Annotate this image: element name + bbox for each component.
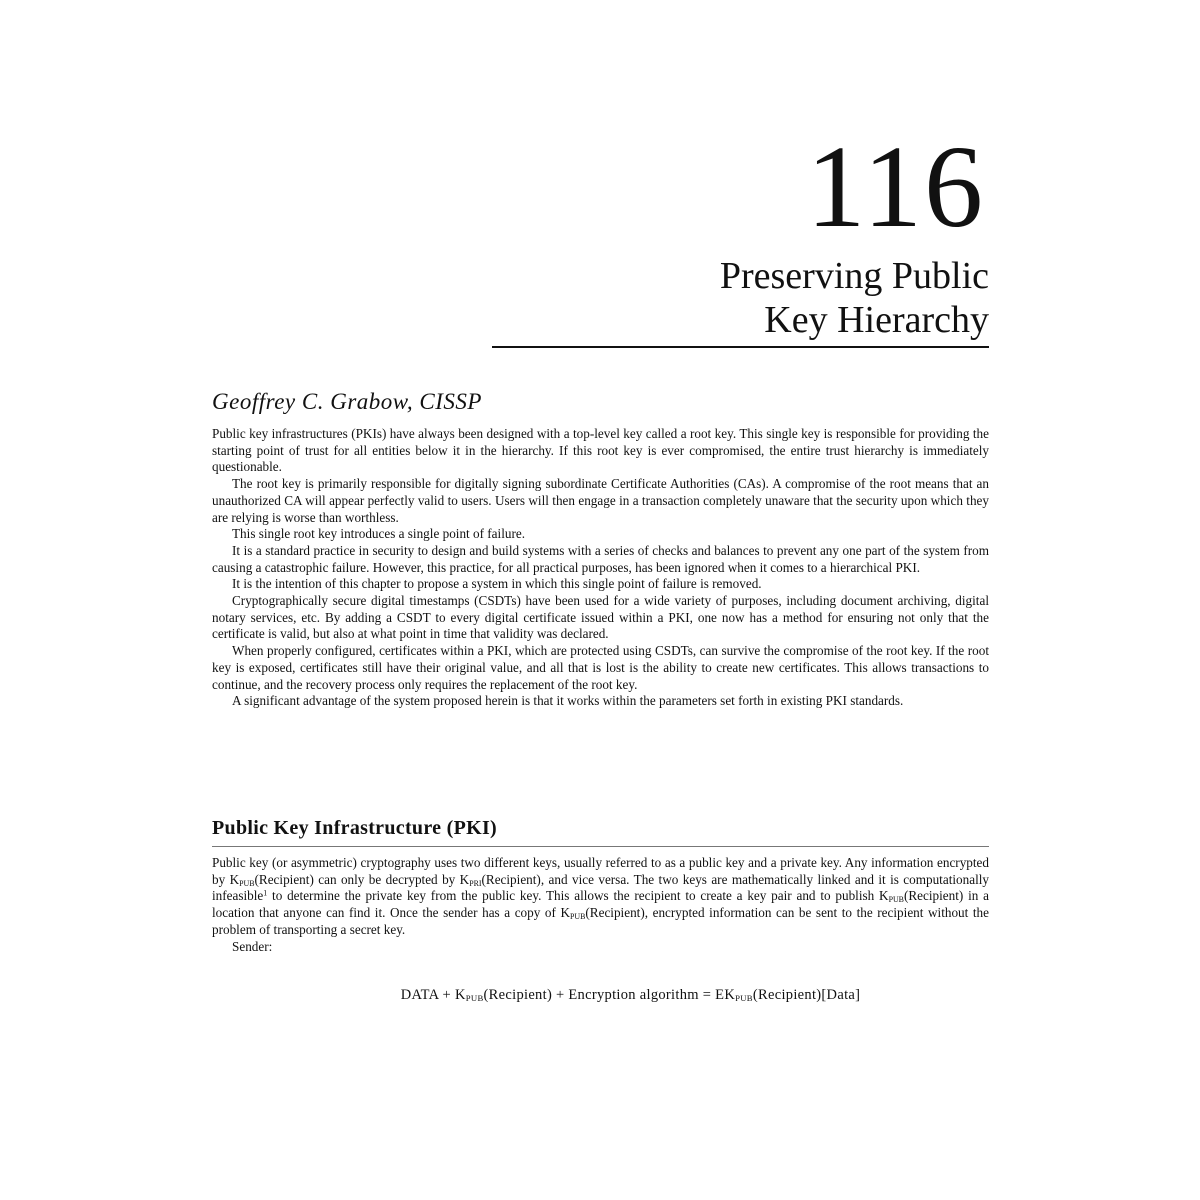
chapter-number: 116 <box>806 121 985 252</box>
paragraph: Public key (or asymmetric) cryptography uses two different keys, usually referred to as a public key and a private key. Any information encrypted by $K_{PUB}(Recipient)$ can only be decrypted by $K_{PRI}(Recipient)$, and vice versa. The two keys are mathematically linked and it is computationally infeasible$^1$ to determine the private key from the public key. This allows the recipient to create a key pair and to publish $K_{PUB}(Recipient)$ in a location that anyone can find it. Once the sender has a copy of $K_{PUB}(Recipient)$, encrypted information can be sent to the recipient without the problem of transporting a secret key. <box>212 855 989 937</box>
paragraph: A significant advantage of the system proposed herein is that it works within the parameters set forth in existing PKI standards. <box>232 693 904 709</box>
sender-label: Sender: <box>232 938 273 954</box>
chapter-title-line-2: Key Hierarchy <box>764 299 989 341</box>
section-heading: Public Key Infrastructure (PKI) <box>212 817 498 839</box>
paragraph: When properly configured, certificates within a PKI, which are protected using CSDTs, can survive the compromise of the root key. If the root key is exposed, certificates still have their original value, and all that is lost is the ability to create new certificates. This allows transactions to continue, and the recovery process only requires the replacement of the root key. <box>212 643 989 692</box>
paragraph: It is a standard practice in security to design and build systems with a series of checks and balances to prevent any one part of the system from causing a catastrophic failure. However, this practice, for all practical purposes, has been ignored when it comes to a hierarchical PKI. <box>212 542 989 575</box>
paragraph: It is the intention of this chapter to propose a system in which this single point of failure is removed. <box>232 576 762 592</box>
title-divider <box>492 346 989 348</box>
document-page <box>212 0 989 1200</box>
paragraph: Cryptographically secure digital timestamps (CSDTs) have been used for a wide variety of purposes, including document archiving, digital notary services, etc. By adding a CSDT to every digital certificate issued within a PKI, one now has a method for ensuring not only that the certificate is valid, but also at what point in time that validity was declared. <box>212 593 989 642</box>
footnote-ref: 1 <box>263 888 268 898</box>
encryption-equation: DATA + $K_{PUB}(Recipient)$ + Encryption algorithm = $EK_{PUB}(Recipient)[Data]$ <box>400 987 861 1004</box>
chapter-title-line-1: Preserving Public <box>719 255 989 297</box>
section-divider <box>212 846 989 847</box>
paragraph: This single root key introduces a single point of failure. <box>232 526 525 542</box>
intro-section <box>212 426 989 710</box>
chapter-title <box>720 254 989 342</box>
paragraph: The root key is primarily responsible for digitally signing subordinate Certificate Authorities (CAs). A compromise of the root means that an unauthorized CA will appear perfectly valid to users. Users will then engage in a transaction completely unaware that the security upon which they are relying is worse than worthless. <box>212 476 989 525</box>
author-name: Geoffrey C. Grabow, CISSP <box>212 389 482 414</box>
pki-section <box>212 855 989 955</box>
paragraph: Public key infrastructures (PKIs) have always been designed with a top-level key called a root key. This single key is responsible for providing the starting point of trust for all entities below it in the hierarchy. If this root key is ever compromised, the entire trust hierarchy is immediately questionable. <box>212 426 989 475</box>
